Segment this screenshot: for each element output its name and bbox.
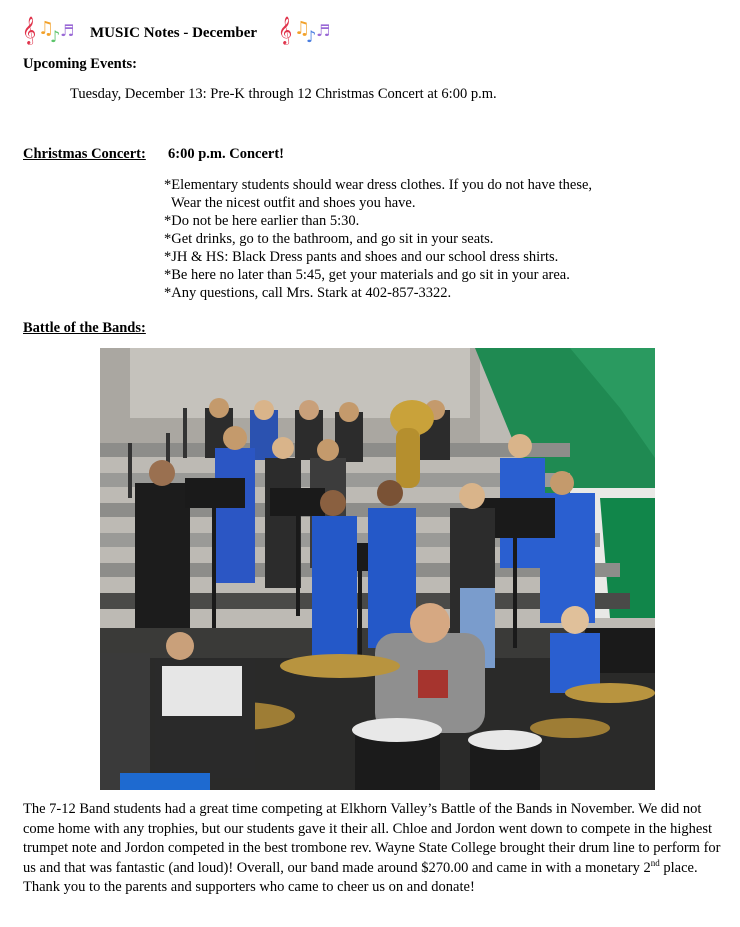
- christmas-concert-heading: Christmas Concert:: [23, 146, 146, 162]
- concert-instructions-list: [164, 176, 592, 302]
- page-title: MUSIC Notes - December: [90, 25, 258, 41]
- list-item: *Any questions, call Mrs. Stark at 402-857-3322.: [164, 285, 452, 301]
- ordinal-suffix: nd: [650, 857, 660, 868]
- svg-text:♪: ♪: [50, 27, 61, 46]
- svg-text:♬: ♬: [60, 21, 75, 40]
- svg-text:𝄞: 𝄞: [278, 16, 293, 44]
- paragraph-text-continued: place. Thank you to the parents and supporters who came to cheer us on and donate!: [23, 859, 698, 896]
- list-item: *Be here no later than 5:45, get your materials and go sit in your area.: [164, 267, 570, 283]
- concert-time-heading: 6:00 p.m. Concert!: [168, 146, 284, 162]
- list-item: *Elementary students should wear dress clothes. If you do not have these,: [164, 177, 593, 193]
- list-item: *JH & HS: Black Dress pants and shoes and our school dress shirts.: [164, 249, 559, 265]
- music-notes-icon: [22, 12, 78, 46]
- svg-text:♫: ♫: [38, 18, 55, 39]
- band-photo: [100, 348, 655, 790]
- music-notes-icon: [278, 12, 334, 46]
- battle-of-bands-paragraph: [23, 800, 723, 898]
- svg-text:♬: ♬: [316, 21, 331, 40]
- paragraph-text: The 7-12 Band students had a great time competing at Elkhorn Valley’s Battle of the Bands in November. We did not come home with any trophies, but our students gave it their all. Chloe and Jordon went down to compete in the highest trumpet note and Jordon competed in the best trombone rev. Wayne State College brought their drum line to perform for us and that was fantastic (and loud)! Overall, our band made around $270.00 and came in with a monetary 2: [23, 801, 721, 876]
- list-item: Wear the nicest outfit and shoes you have.: [164, 195, 416, 211]
- battle-of-bands-heading: Battle of the Bands:: [23, 320, 146, 336]
- svg-text:𝄞: 𝄞: [22, 16, 37, 44]
- list-item: *Do not be here earlier than 5:30.: [164, 213, 360, 229]
- list-item: *Get drinks, go to the bathroom, and go sit in your seats.: [164, 231, 494, 247]
- upcoming-event-text: Tuesday, December 13: Pre-K through 12 Christmas Concert at 6:00 p.m.: [70, 86, 497, 102]
- upcoming-events-heading: Upcoming Events:: [23, 56, 137, 72]
- svg-text:♪: ♪: [306, 27, 317, 46]
- svg-text:♫: ♫: [294, 18, 311, 39]
